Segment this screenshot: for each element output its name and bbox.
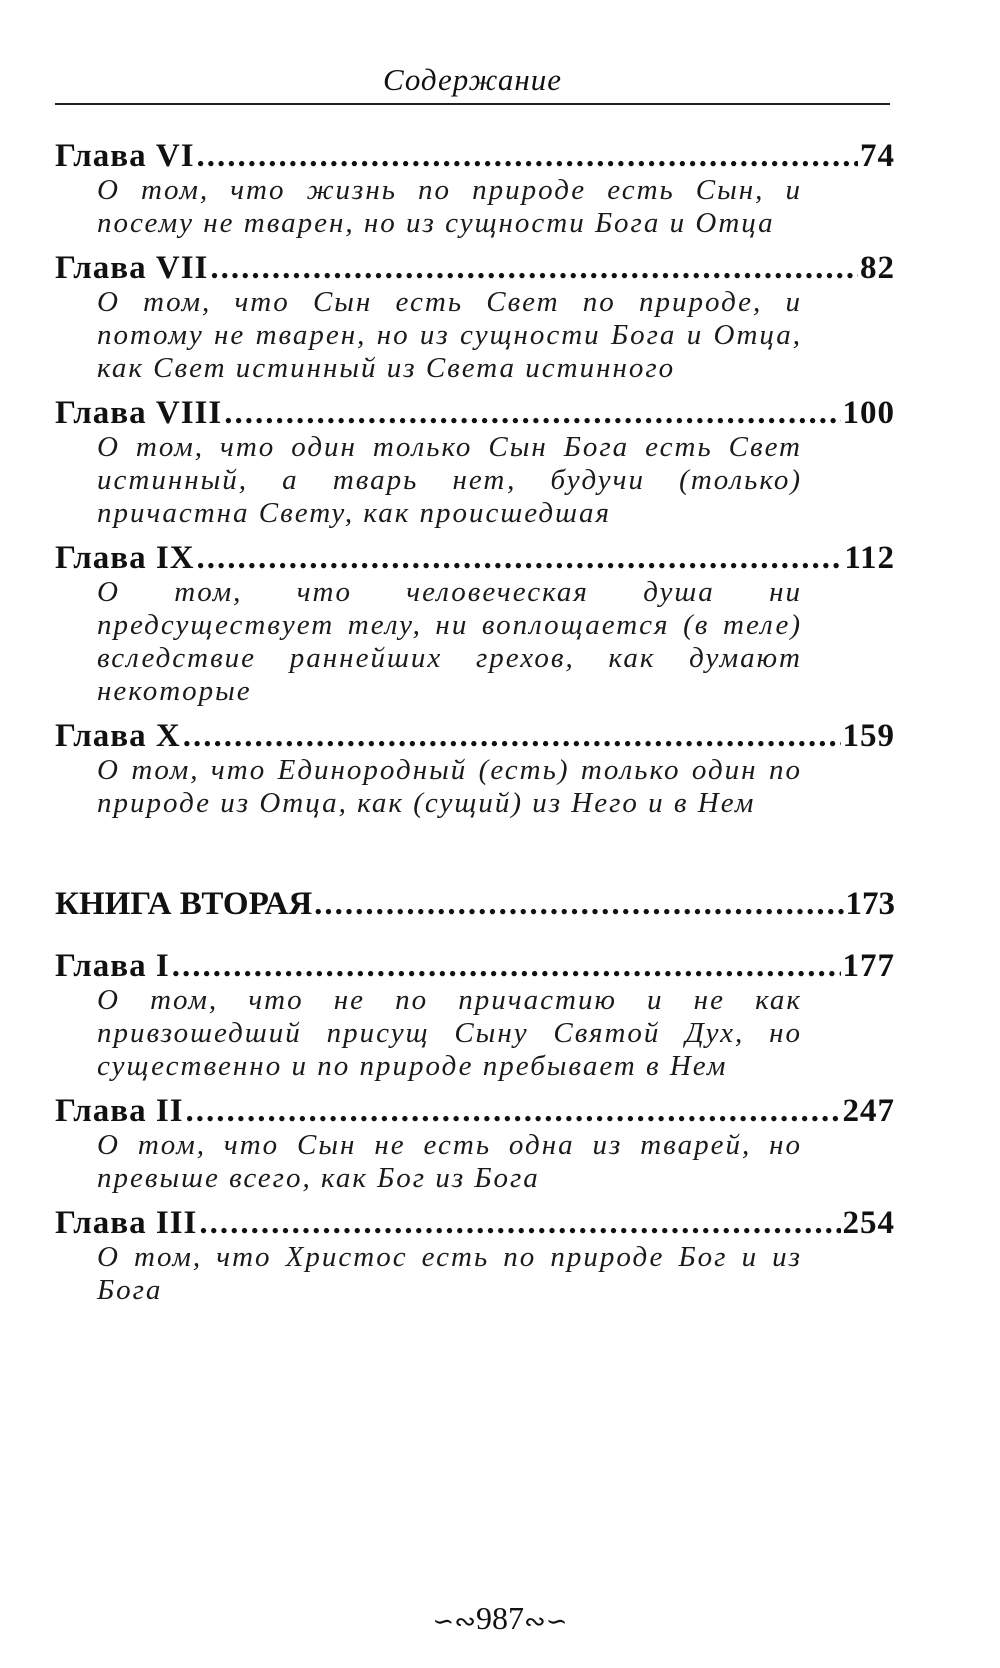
dot-leader <box>197 138 858 174</box>
dot-leader <box>199 1205 840 1241</box>
chapter-description: О том, что Христос есть по природе Бог и из Бога <box>97 1241 802 1306</box>
toc-entry-heading <box>55 948 895 984</box>
dot-leader <box>186 1093 841 1129</box>
chapter-description: О том, что человеческая душа ни предсуществует телу, ни воплощается (в теле) вследствие раннейших грехов, как думают некоторые <box>97 576 802 707</box>
toc-entry-heading <box>55 1205 895 1241</box>
toc-entry-heading <box>55 540 895 576</box>
page-number: 112 <box>844 540 895 576</box>
page-number: 177 <box>842 948 895 984</box>
chapter-description: О том, что не по причастию и не как привзошедший присущ Сыну Святой Дух, но существенно и по природе пребывает в Нем <box>97 984 802 1082</box>
toc-entry-heading <box>55 250 895 286</box>
toc-entry-book-two <box>55 886 900 922</box>
ornament-left-icon: ∽∾ <box>432 1606 476 1636</box>
page-number: 74 <box>860 138 895 174</box>
toc-entry-book2-chapter-3 <box>55 1205 900 1307</box>
folio-number: 987 <box>476 1600 524 1636</box>
toc-entry-heading <box>55 1093 895 1129</box>
toc-entry-book2-chapter-2 <box>55 1093 900 1195</box>
toc-entry-heading <box>55 395 895 431</box>
toc-entry-heading <box>55 138 895 174</box>
toc-entry-chapter-8 <box>55 395 900 530</box>
toc-entry-chapter-9 <box>55 540 900 708</box>
page-number: 254 <box>842 1205 895 1241</box>
page-folio <box>0 1600 1000 1637</box>
header-rule <box>55 103 890 105</box>
dot-leader <box>224 395 840 431</box>
chapter-title: Глава III <box>55 1205 198 1241</box>
toc-entry-book2-chapter-1 <box>55 948 900 1083</box>
running-head: Содержание <box>382 62 563 97</box>
table-of-contents <box>55 138 900 1317</box>
chapter-title: Глава VI <box>55 138 195 174</box>
toc-entry-heading <box>55 718 895 754</box>
chapter-description: О том, что жизнь по природе есть Сын, и посему не тварен, но из сущности Бога и Отца <box>97 174 802 239</box>
chapter-description: О том, что Сын не есть одна из тварей, но превыше всего, как Бог из Бога <box>97 1129 802 1194</box>
chapter-title: Глава IX <box>55 540 195 576</box>
dot-leader <box>197 540 843 576</box>
toc-entry-chapter-7 <box>55 250 900 385</box>
toc-entry-chapter-10 <box>55 718 900 820</box>
page-number: 173 <box>845 886 895 922</box>
chapter-title: Глава X <box>55 718 181 754</box>
page-number: 82 <box>860 250 895 286</box>
chapter-title: Глава I <box>55 948 170 984</box>
chapter-description: О том, что Сын есть Свет по природе, и потому не тварен, но из сущности Бога и Отца, как Свет истинный из Света истинного <box>97 286 802 384</box>
chapter-title: Глава VII <box>55 250 209 286</box>
book-heading <box>55 886 895 922</box>
chapter-title: Глава VIII <box>55 395 223 431</box>
toc-entry-chapter-6 <box>55 138 900 240</box>
chapter-description: О том, что один только Сын Бога есть Свет истинный, а тварь нет, будучи (только) причастна Свету, как происшедшая <box>97 431 802 529</box>
chapter-description: О том, что Единородный (есть) только один по природе из Отца, как (сущий) из Него и в Нем <box>97 754 802 819</box>
page-number: 159 <box>842 718 895 754</box>
chapter-title: Глава II <box>55 1093 184 1129</box>
page-number: 247 <box>842 1093 895 1129</box>
ornament-right-icon: ∾∽ <box>524 1606 568 1636</box>
dot-leader <box>210 250 858 286</box>
page-number: 100 <box>842 395 895 431</box>
dot-leader <box>183 718 841 754</box>
dot-leader <box>314 886 843 922</box>
section-spacer <box>55 830 900 886</box>
dot-leader <box>172 948 841 984</box>
book-title: КНИГА ВТОРАЯ <box>55 886 313 922</box>
section-spacer <box>55 932 900 948</box>
